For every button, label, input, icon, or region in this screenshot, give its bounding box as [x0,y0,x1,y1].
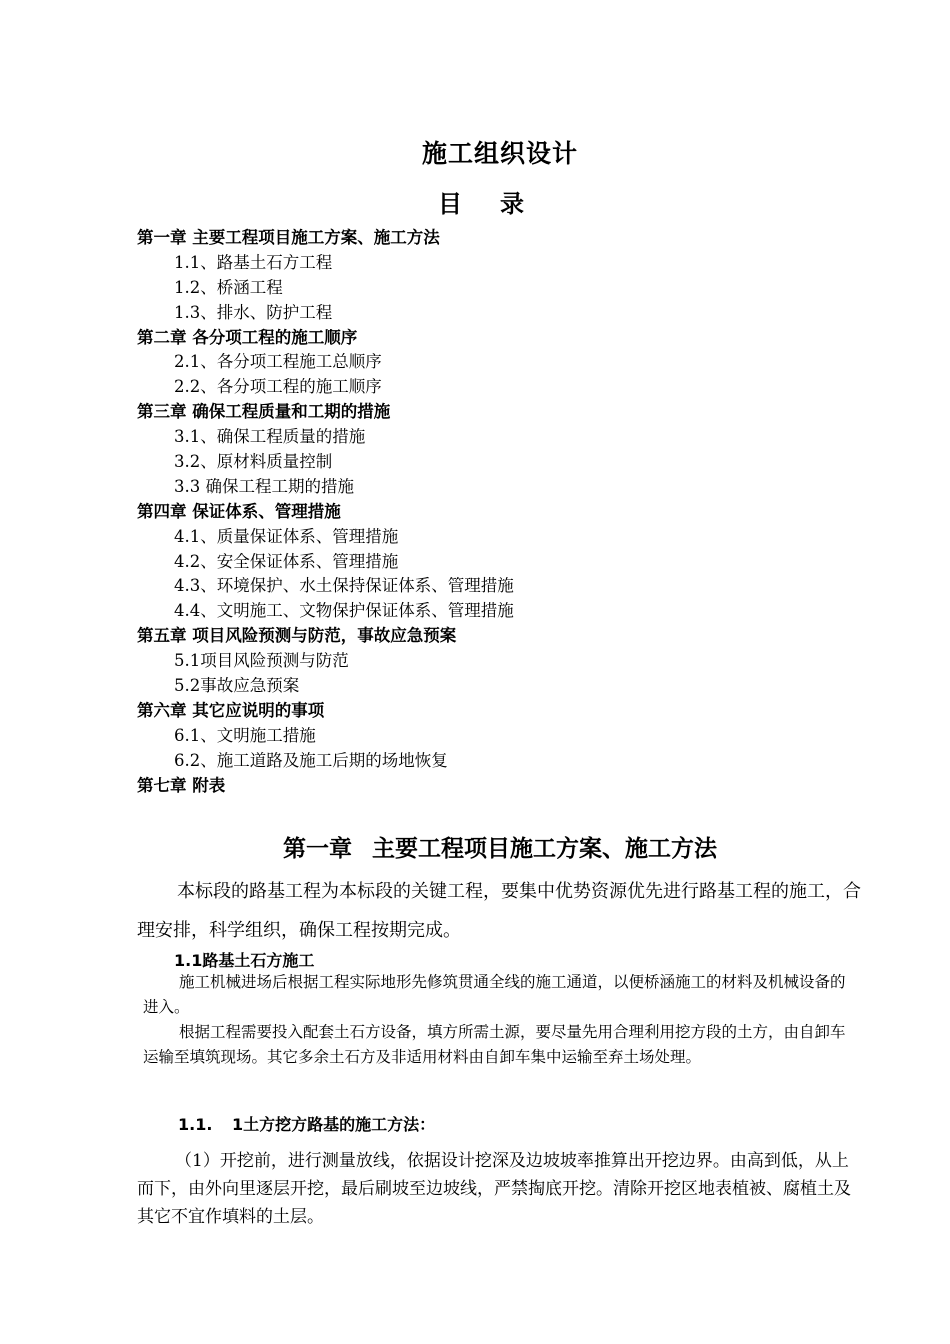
subsection-1-1-1-heading: 1.1. 1土方挖方路基的施工方法： [178,1115,436,1134]
toc-chapter-item: 第三章 确保工程质量和工期的措施 [137,402,391,422]
toc-section-item: 2.1、各分项工程施工总顺序 [174,352,382,372]
toc-section-item: 3.1、确保工程质量的措施 [174,427,366,447]
toc-section-item: 1.1、路基土石方工程 [174,252,333,272]
toc-chapter-item: 第二章 各分项工程的施工顺序 [137,327,358,347]
toc-chapter-item: 第六章 其它应说明的事项 [137,700,325,720]
toc-heading: 目录 [438,190,562,218]
toc-section-item: 3.2、原材料质量控制 [174,452,333,472]
section-1-1-heading: 1.1路基土石方施工 [174,951,315,970]
document-title: 施工组织设计 [421,139,578,168]
toc-section-item: 5.2事故应急预案 [174,676,300,696]
toc-section-item: 4.2、安全保证体系、管理措施 [174,551,399,571]
toc-section-item: 4.4、文明施工、文物保护保证体系、管理措施 [174,601,514,621]
chapter-1-intro: 本标段的路基工程为本标段的关键工程，要集中优势资源优先进行路基工程的施工，合理安排，科学组织，确保工程按期完成。 [137,881,861,941]
toc-chapter-item: 第七章 附表 [137,775,226,795]
chapter-1-title: 第一章 主要工程项目施工方案、施工方法 [282,836,717,862]
toc-section-item: 6.1、文明施工措施 [174,725,316,745]
subsection-1-1-1-para-1: （1）开挖前，进行测量放线，依据设计挖深及边坡坡率推算出开挖边界。由高到低，从上而下，由外向里逐层开挖，最后刷坡至边坡线，严禁掏底开挖。清除开挖区地表植被、腐植土及其它不宜作填料的土层。 [137,1151,851,1227]
table-of-contents [137,226,837,798]
section-1-1-para-1: 施工机械进场后根据工程实际地形先修筑贯通全线的施工通道，以便桥涵施工的材料及机械设备的进入。 [143,973,846,1016]
toc-section-item: 4.3、环境保护、水土保持保证体系、管理措施 [174,576,514,596]
toc-section-item: 4.1、质量保证体系、管理措施 [174,526,399,546]
section-1-1-para-2: 根据工程需要投入配套土石方设备，填方所需土源，要尽量先用合理利用挖方段的土方，由自卸车运输至填筑现场。其它多余土石方及非适用材料由自卸车集中运输至弃土场处理。 [143,1023,846,1066]
toc-chapter-item: 第四章 保证体系、管理措施 [137,501,341,521]
toc-section-item: 6.2、施工道路及施工后期的场地恢复 [174,750,448,770]
toc-section-item: 1.3、排水、防护工程 [174,302,333,322]
toc-section-item: 3.3 确保工程工期的措施 [174,476,354,496]
toc-section-item: 2.2、各分项工程的施工顺序 [174,377,382,397]
toc-section-item: 5.1项目风险预测与防范 [174,651,349,671]
toc-section-item: 1.2、桥涵工程 [174,277,283,297]
toc-chapter-item: 第五章 项目风险预测与防范，事故应急预案 [137,626,457,646]
toc-chapter-item: 第一章 主要工程项目施工方案、施工方法 [137,228,440,247]
